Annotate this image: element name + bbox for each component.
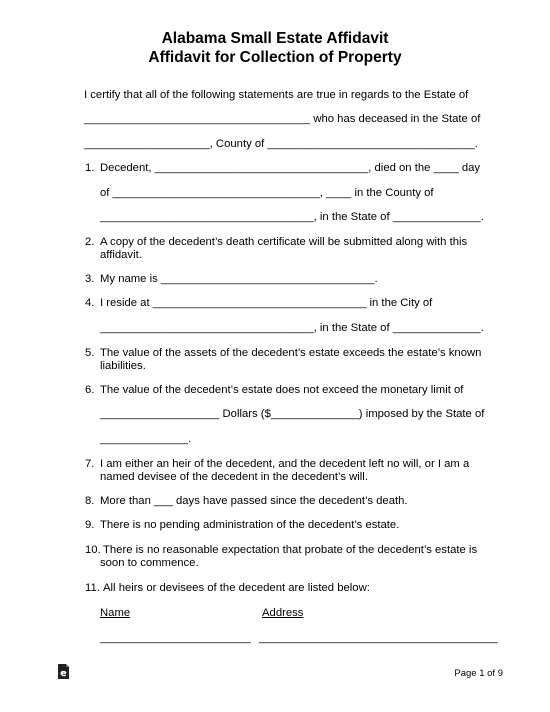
item-6-line-3: ______________.: [100, 433, 192, 445]
item-3-line-1: My name is __________________________________.: [100, 273, 378, 285]
item-number: 3.: [85, 273, 95, 285]
item-11-line-1: All heirs or devisees of the decedent are listed below:: [103, 582, 370, 594]
heirs-address-label: Address: [262, 607, 304, 619]
item-8-line-1: More than ___ days have passed since the decedent’s death.: [100, 495, 408, 507]
intro-line-2: ____________________________________ who has deceased in the State of: [84, 113, 481, 125]
item-10-line-1: There is no reasonable expectation that probate of the decedent’s estate is: [103, 544, 478, 556]
item-5-line-2: liabilities.: [100, 360, 146, 372]
item-10-line-2: soon to commence.: [100, 557, 199, 569]
item-7-line-1: I am either an heir of the decedent, and the decedent left no will, or I am a: [100, 458, 470, 470]
item-number: 7.: [85, 458, 95, 470]
item-number: 1.: [85, 162, 95, 174]
intro-line-1: I certify that all of the following statements are true in regards to the Estate of: [84, 89, 469, 101]
document-subtitle: Affidavit for Collection of Property: [148, 49, 402, 66]
item-4-line-2: __________________________________, in the State of ______________.: [100, 322, 484, 334]
item-2-line-1: A copy of the decedent’s death certificate will be submitted along with this: [100, 236, 468, 248]
item-number: 11.: [85, 582, 100, 594]
item-1-line-2: of _________________________________, ____ in the County of: [100, 187, 434, 199]
item-number: 6.: [85, 384, 95, 396]
item-9-line-1: There is no pending administration of the decedent’s estate.: [100, 519, 400, 531]
etemplate-logo-icon: [57, 663, 70, 680]
item-5-line-1: The value of the assets of the decedent’s estate exceeds the estate’s known: [100, 347, 482, 359]
item-1-line-3: __________________________________, in the State of ______________.: [100, 211, 484, 223]
item-number: 10.: [85, 544, 101, 556]
heirs-name-label: Name: [100, 607, 131, 619]
intro-line-3: ____________________, County of _________________________________.: [84, 138, 478, 150]
item-number: 5.: [85, 347, 95, 359]
item-number: 2.: [85, 236, 95, 248]
item-2-line-2: affidavit.: [100, 249, 142, 261]
item-4-line-1: I reside at __________________________________ in the City of: [100, 297, 433, 309]
item-number: 9.: [85, 519, 95, 531]
item-7-line-2: named devisee of the decedent in the decedent’s will.: [100, 471, 368, 483]
heirs-name-blank: ________________________: [100, 632, 251, 644]
document-title: Alabama Small Estate Affidavit: [161, 30, 389, 47]
page-number: Page 1 of 9: [454, 668, 503, 679]
heirs-address-blank: ______________________________________: [259, 632, 498, 644]
item-1-line-1: Decedent, __________________________________, died on the ____ day: [100, 162, 481, 174]
item-number: 4.: [85, 297, 95, 309]
item-6-line-1: The value of the decedent’s estate does not exceed the monetary limit of: [100, 384, 464, 396]
item-number: 8.: [85, 495, 95, 507]
item-6-line-2: ___________________ Dollars ($______________) imposed by the State of: [100, 408, 485, 420]
